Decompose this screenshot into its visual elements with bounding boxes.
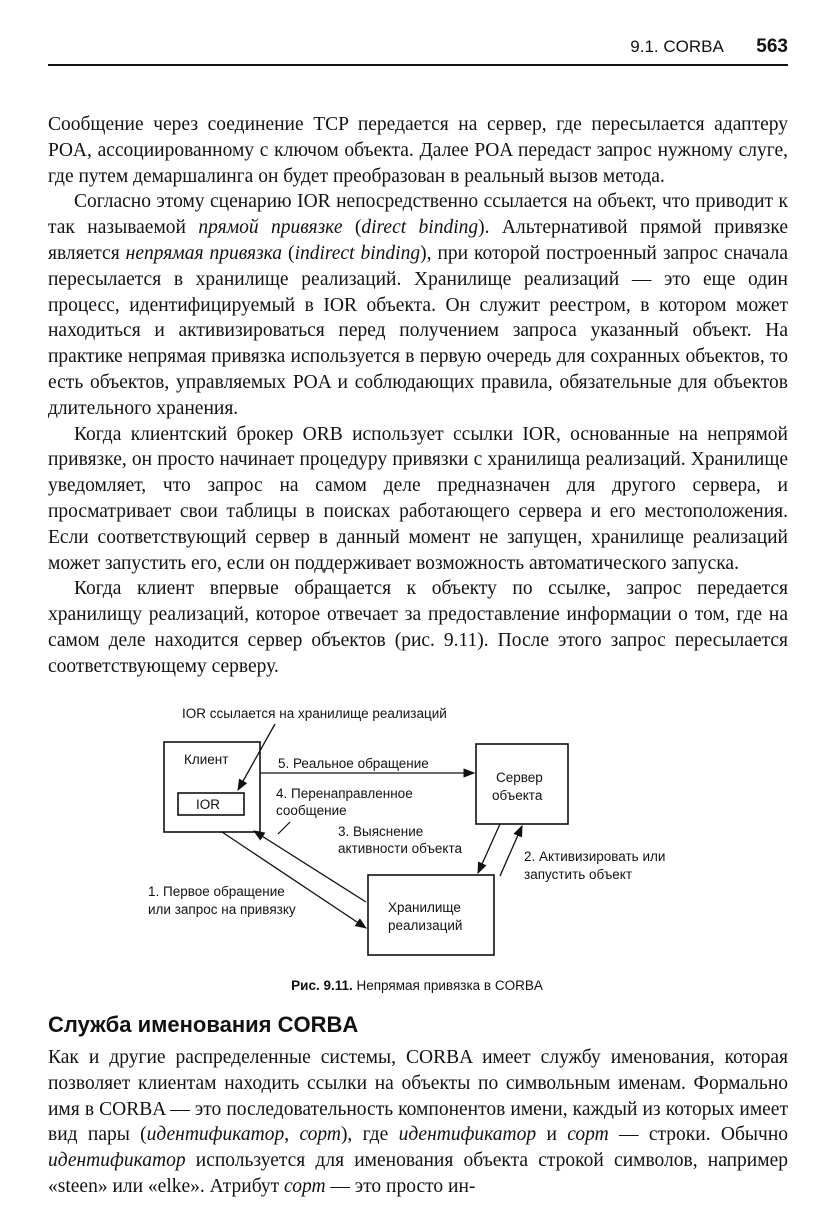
text-run: ), при которой построенный запрос сначала пересылается в хранилище реализаций. Хранилище реализаций — это еще один процесс, идентифицируемый в IOR объекта. Он служит реестром, в котором может находиться и активизироваться перед получением запроса указанный объект. На практике непрямая привязка используется в первую очередь для сохранных объектов, то есть объектов, управляемых POA и соблюдающих правила, обязательные для объектов длительного хранения. <box>48 242 788 419</box>
arrow-2-label-2: запустить объект <box>524 867 633 882</box>
body-text <box>48 112 788 680</box>
italic-term: прямой привязке <box>198 217 343 239</box>
text-run: , <box>284 1124 300 1146</box>
italic-term: идентификатор <box>146 1124 285 1146</box>
figure-9-11 <box>130 700 710 970</box>
page-header <box>48 36 788 66</box>
paragraph <box>48 189 788 421</box>
italic-term: идентификатор <box>48 1150 186 1172</box>
italic-term: идентификатор <box>398 1124 537 1146</box>
arrow-2-label-1: 2. Активизировать или <box>524 849 666 864</box>
paragraph <box>48 1045 788 1200</box>
section-heading: Служба именования CORBA <box>48 1012 359 1037</box>
arrow-3-label-1: 3. Выяснение <box>338 824 424 839</box>
italic-term: сорт <box>299 1124 341 1146</box>
repository-box <box>368 875 494 955</box>
italic-term: непрямая привязка <box>125 242 283 264</box>
text-run: Согласно этому сценарию IOR непосредственно ссылается на объект, что приводит к так называемой <box>48 191 788 239</box>
caption-label: Рис. 9.11. <box>291 978 353 993</box>
arrow-4-label-1: 4. Перенаправленное <box>276 786 413 801</box>
server-label-1: Сервер <box>496 770 543 785</box>
paragraph <box>48 576 788 679</box>
arrow-4-leader <box>278 822 290 834</box>
text-run: — строки. Обычно <box>608 1124 789 1146</box>
repository-label-2: реализаций <box>388 918 463 933</box>
body-text-2 <box>48 1045 788 1200</box>
text-run: используется для именования объекта строкой символов, например «steen» или «elke». Атрибут <box>48 1150 788 1197</box>
text-run: — это просто ин- <box>325 1175 476 1197</box>
text-run: ( <box>282 242 295 264</box>
arrow-ior-pointer <box>238 724 275 790</box>
text-run: Как и другие распределенные системы, CORBA имеет службу именования, которая позволяет клиентам находить ссылки на объекты по символьным именам. Формально имя в CORBA — это последовательность компонентов имени, каждый из которых имеет вид пары ( <box>48 1047 788 1146</box>
italic-term: direct binding <box>361 217 479 239</box>
client-label: Клиент <box>184 752 229 767</box>
page-number: 563 <box>756 36 788 57</box>
text-run: ). Альтернативой прямой привязке является <box>48 217 788 264</box>
running-head-section: 9.1. CORBA <box>630 37 724 56</box>
text-run: ( <box>342 217 362 239</box>
arrow-1-label-1: 1. Первое обращение <box>148 884 285 899</box>
arrow-4-label-2: сообщение <box>276 803 347 818</box>
repository-label-1: Хранилище <box>388 900 461 915</box>
italic-term: сорт <box>284 1175 326 1197</box>
paragraph <box>48 422 788 577</box>
italic-term: сорт <box>567 1124 609 1146</box>
italic-term: indirect binding <box>294 242 421 264</box>
server-label-2: объекта <box>492 788 543 803</box>
text-run: и <box>536 1124 568 1146</box>
text-run: Сообщение через соединение TCP передается на сервер, где пересылается адаптеру POA, ассоциированному с ключом объекта. Далее POA передаст запрос нужному слуге, где путем демаршалинга он будет преобразован в реальный вызов метода. <box>48 114 788 187</box>
arrow-3-label-2: активности объекта <box>338 841 462 856</box>
label-ior-refers: IOR ссылается на хранилище реализаций <box>182 706 447 721</box>
caption-text: Непрямая привязка в CORBA <box>352 978 543 993</box>
arrow-2-activate <box>500 826 522 876</box>
figure-diagram <box>130 700 710 970</box>
paragraph <box>48 112 788 189</box>
text-run: ), где <box>340 1124 399 1146</box>
arrow-3-check-active <box>478 824 500 873</box>
ior-label: IOR <box>196 797 221 812</box>
figure-caption <box>0 978 834 993</box>
text-run: Когда клиентский брокер ORB использует ссылки IOR, основанные на непрямой привязке, он просто начинает процедуру привязки с хранилища реализаций. Хранилище уведомляет, что запрос на самом деле предназначен для другого сервера, и просматривает свои таблицы в поисках работающего сервера и его местоположения. Если соответствующий сервер в данный момент не запущен, хранилище реализаций может запустить его, если он поддерживает возможность автоматического запуска. <box>48 423 788 574</box>
arrow-5-label: 5. Реальное обращение <box>278 756 429 771</box>
text-run: Когда клиент впервые обращается к объекту по ссылке, запрос передается хранилищу реализаций, которое отвечает за предоставление информации о том, где на самом деле находится сервер объектов (рис. 9.11). После этого запрос пересылается соответствующему серверу. <box>48 578 788 677</box>
arrow-1-label-2: или запрос на привязку <box>148 902 296 917</box>
